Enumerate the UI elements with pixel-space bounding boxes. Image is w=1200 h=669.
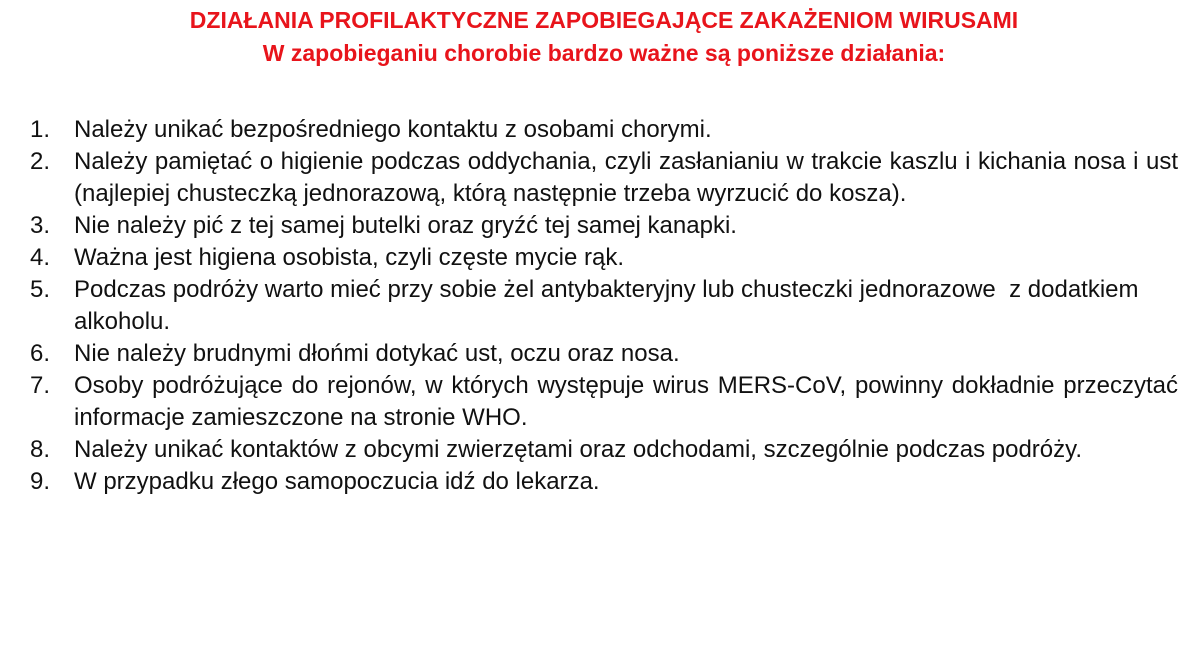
page-title: DZIAŁANIA PROFILAKTYCZNE ZAPOBIEGAJĄCE ZAKAŻENIOM WIRUSAMI xyxy=(189,7,1019,33)
list-item-text: Nie należy brudnymi dłońmi dotykać ust, oczu oraz nosa. xyxy=(74,340,680,367)
list-item-number: 5. xyxy=(30,276,51,303)
list-item-8 xyxy=(30,434,1178,466)
list-item-number: 1. xyxy=(30,116,51,143)
list-item-number: 4. xyxy=(30,244,51,271)
list-item-6 xyxy=(30,338,1178,370)
list-item-text: Należy unikać kontaktów z obcymi zwierzętami oraz odchodami, szczególnie podczas podróży. xyxy=(74,436,1083,463)
list-item-5 xyxy=(30,274,1178,338)
list-item-number: 2. xyxy=(30,148,51,175)
list-item-text: Osoby podróżujące do rejonów, w których występuje wirus MERS-CoV, powinny dokładnie przeczytać informacje zamieszczone na stronie WHO. xyxy=(74,372,1178,431)
prevention-list xyxy=(30,114,1178,498)
list-item-text: W przypadku złego samopoczucia idź do lekarza. xyxy=(74,468,600,495)
header xyxy=(30,4,1178,70)
list-item-4 xyxy=(30,242,1178,274)
list-item-9 xyxy=(30,466,1178,498)
list-item-2 xyxy=(30,146,1178,210)
list-item-number: 7. xyxy=(30,372,51,399)
list-item-text: Należy pamiętać o higienie podczas oddychania, czyli zasłanianiu w trakcie kaszlu i kichania nosa i ust (najlepiej chusteczką jednorazową, którą następnie trzeba wyrzucić do kosza). xyxy=(74,148,1178,207)
list-item-number: 6. xyxy=(30,340,51,367)
page-subtitle: W zapobieganiu chorobie bardzo ważne są poniższe działania: xyxy=(262,40,946,66)
list-item-number: 8. xyxy=(30,436,51,463)
list-item-text: Ważna jest higiena osobista, czyli częste mycie rąk. xyxy=(74,244,624,271)
list-item-text: Nie należy pić z tej samej butelki oraz gryźć tej samej kanapki. xyxy=(74,212,737,239)
list-item-number: 9. xyxy=(30,468,51,495)
list-item-number: 3. xyxy=(30,212,51,239)
list-item-3 xyxy=(30,210,1178,242)
list-item-text: Podczas podróży warto mieć przy sobie żel antybakteryjny lub chusteczki jednorazowe z dodatkiem alkoholu. xyxy=(74,276,1146,335)
list-item-1 xyxy=(30,114,1178,146)
list-item-text: Należy unikać bezpośredniego kontaktu z osobami chorymi. xyxy=(74,116,712,143)
list-item-7 xyxy=(30,370,1178,434)
